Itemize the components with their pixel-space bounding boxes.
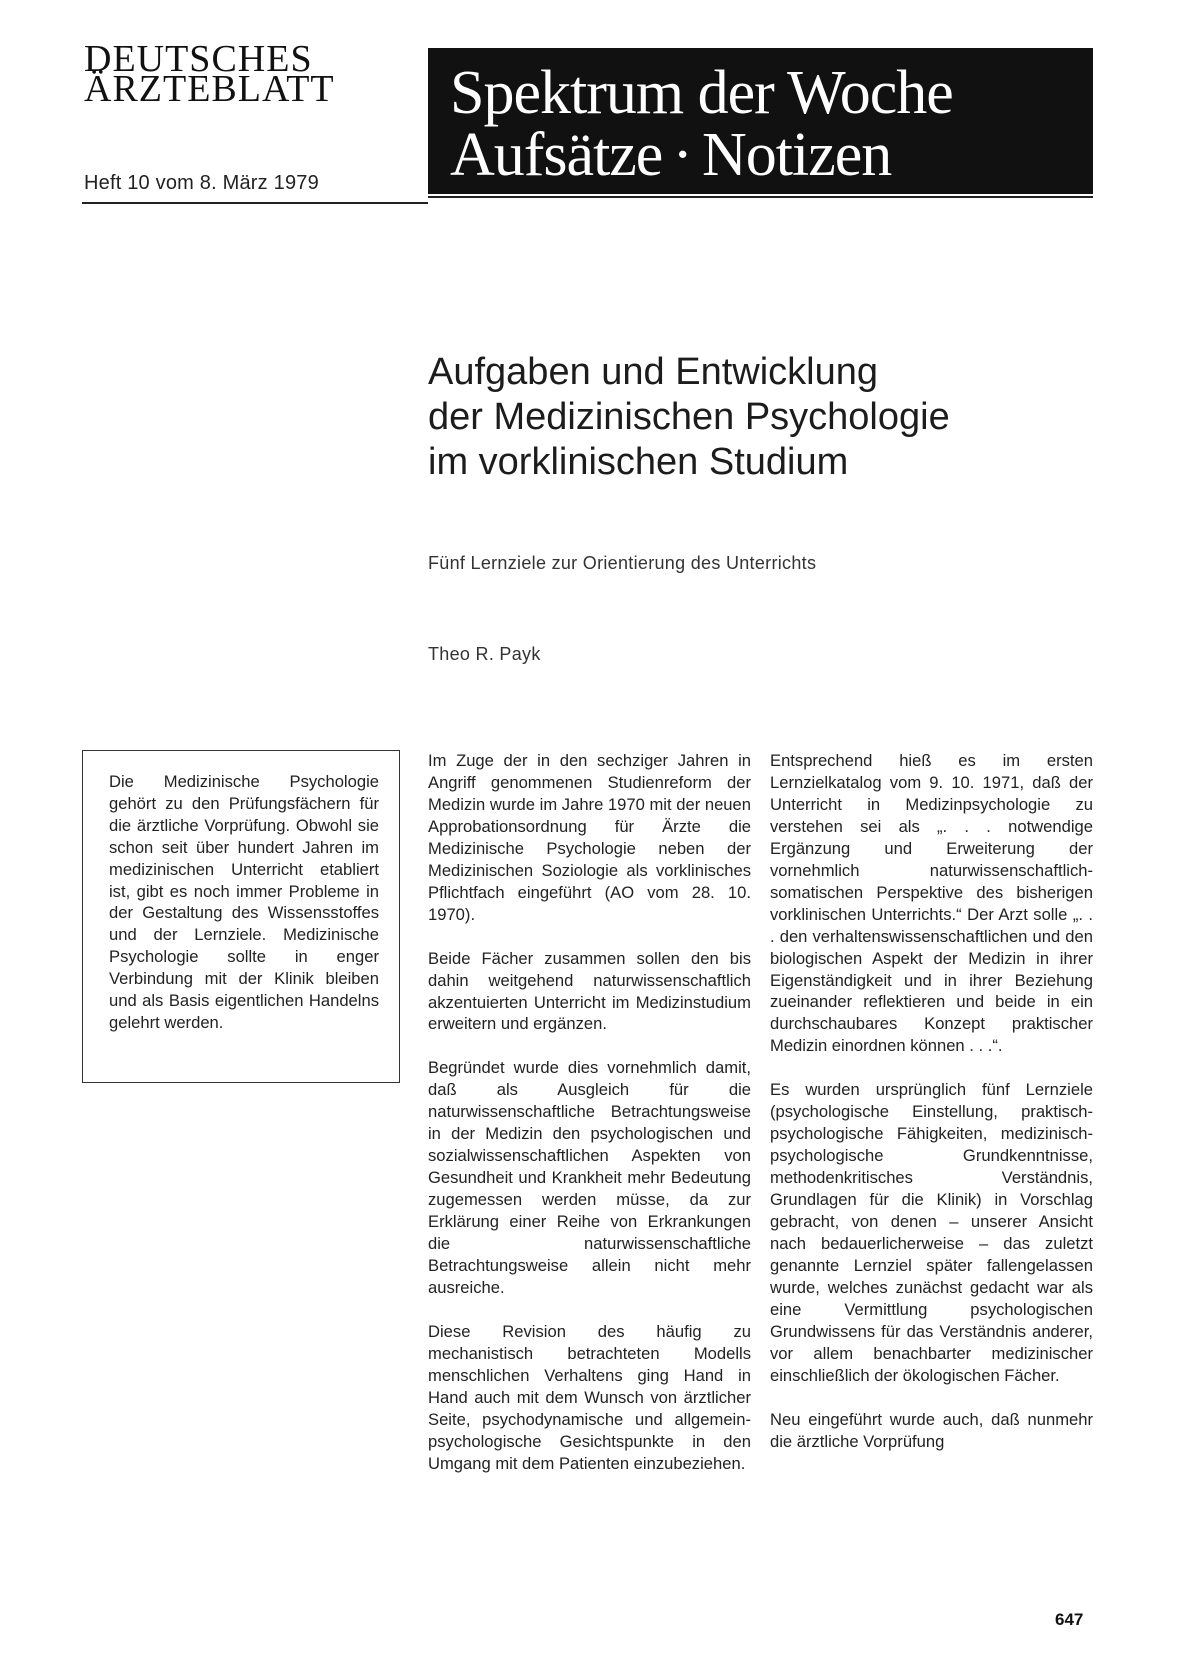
paragraph: Neu eingeführt wurde auch, daß nunmehr die ärztliche Vorprüfung [770, 1409, 1093, 1451]
article-author: Theo R. Payk [428, 644, 541, 664]
title-line: Aufgaben und Entwicklung [428, 351, 878, 393]
paragraph: Begründet wurde dies vornehmlich damit, daß als Ausgleich für die naturwissenschaftliche Betrachtungsweise in der Medizin den psychologischen und sozialwissenschaftlichen Aspekten von Gesundheit und Krankheit mehr Bedeutung zugemessen werden müsse, da zur Erklärung einer Reihe von Erkrankungen die naturwissenschaftliche Betrachtungsweise allein nicht mehr ausreiche. [428, 1058, 751, 1297]
section-banner [428, 48, 1093, 194]
header-rule-left [82, 202, 428, 204]
banner-line-1: Spektrum der Woche [450, 59, 953, 127]
masthead-line-2: ÄRZTEBLATT [84, 68, 335, 110]
title-line: der Medizinischen Psychologie [428, 396, 950, 438]
masthead-logo [84, 38, 414, 110]
article-subtitle: Fünf Lernziele zur Orientierung des Unterrichts [428, 553, 817, 573]
title-line: im vorklinischen Studium [428, 441, 849, 483]
body-column-2 [428, 750, 751, 1497]
banner-separator: · [672, 121, 692, 189]
page-number: 647 [1055, 1610, 1084, 1629]
banner-notizen: Notizen [702, 121, 892, 189]
abstract-box [82, 750, 400, 1083]
header-rule-right [428, 196, 1093, 198]
masthead-line-1: DEUTSCHES [84, 38, 313, 80]
paragraph: Diese Revision des häufig zu mechanistisch betrachteten Modells menschlichen Verhaltens ging Hand in Hand auch mit dem Wunsch von ärztlicher Seite, psychodynamische und allgemein-psychologische Gesichtspunkte in den Umgang mit dem Patienten einzubeziehen. [428, 1321, 751, 1473]
abstract-text: Die Medizinische Psychologie gehört zu den Prüfungsfächern für die ärztliche Vorprüfung. Obwohl sie schon seit über hundert Jahren im medizinischen Unterricht etabliert ist, gibt es noch immer Probleme in der Gestaltung des Wissensstoffes und der Lernziele. Medizinische Psychologie sollte in enger Verbindung mit der Klinik bleiben und als Basis eigentlichen Handelns gelehrt werden. [109, 772, 379, 1032]
banner-aufsaetze: Aufsätze [450, 121, 663, 189]
paragraph: Entsprechend hieß es im ersten Lernzielkatalog vom 9. 10. 1971, daß der Unterricht in Medizinpsychologie zu verstehen sei als „. . . notwendige Ergänzung und Erweiterung der vornehmlich naturwissenschaftlich-somatischen Perspektive des bisherigen vorklinischen Unterrichts.“ Der Arzt solle „. . . den verhaltenswissenschaftlichen und den biologischen Aspekt der Medizin in ihrer Eigenständigkeit und in ihrer Beziehung zueinander reflektieren und beide in ein durchschaubares Konzept praktischer Medizin einordnen können . . .“. [770, 751, 1093, 1056]
banner-line-2 [450, 121, 1093, 189]
paragraph: Beide Fächer zusammen sollen den bis dahin weitgehend naturwissenschaftlich akzentuierten Unterricht im Medizinstudium erweitern und ergänzen. [428, 948, 751, 1034]
issue-line: Heft 10 vom 8. März 1979 [84, 172, 319, 194]
body-column-3 [770, 750, 1093, 1475]
article-title [428, 350, 1068, 485]
paragraph: Es wurden ursprünglich fünf Lernziele (psychologische Einstellung, praktisch-psychologische Fähigkeiten, medizinisch-psychologische Grundkenntnisse, methodenkritisches Verständnis, Grundlagen für die Klinik) in Vorschlag gebracht, von denen – unserer Ansicht nach bedauerlicherweise – das zuletzt genannte Lernziel später fallengelassen wurde, welches zunächst gedacht war als eine Vermittlung psychologischen Grundwissens für das Verständnis anderer, vor allem benachbarter medizinischer einschließlich der ökologischen Fächer. [770, 1080, 1093, 1385]
paragraph: Im Zuge der in den sechziger Jahren in Angriff genommenen Studienreform der Medizin wurde im Jahre 1970 mit der neuen Approbationsordnung für Ärzte die Medizinische Psychologie neben der Medizinischen Soziologie als vorklinisches Pflichtfach eingeführt (AO vom 28. 10. 1970). [428, 751, 751, 924]
